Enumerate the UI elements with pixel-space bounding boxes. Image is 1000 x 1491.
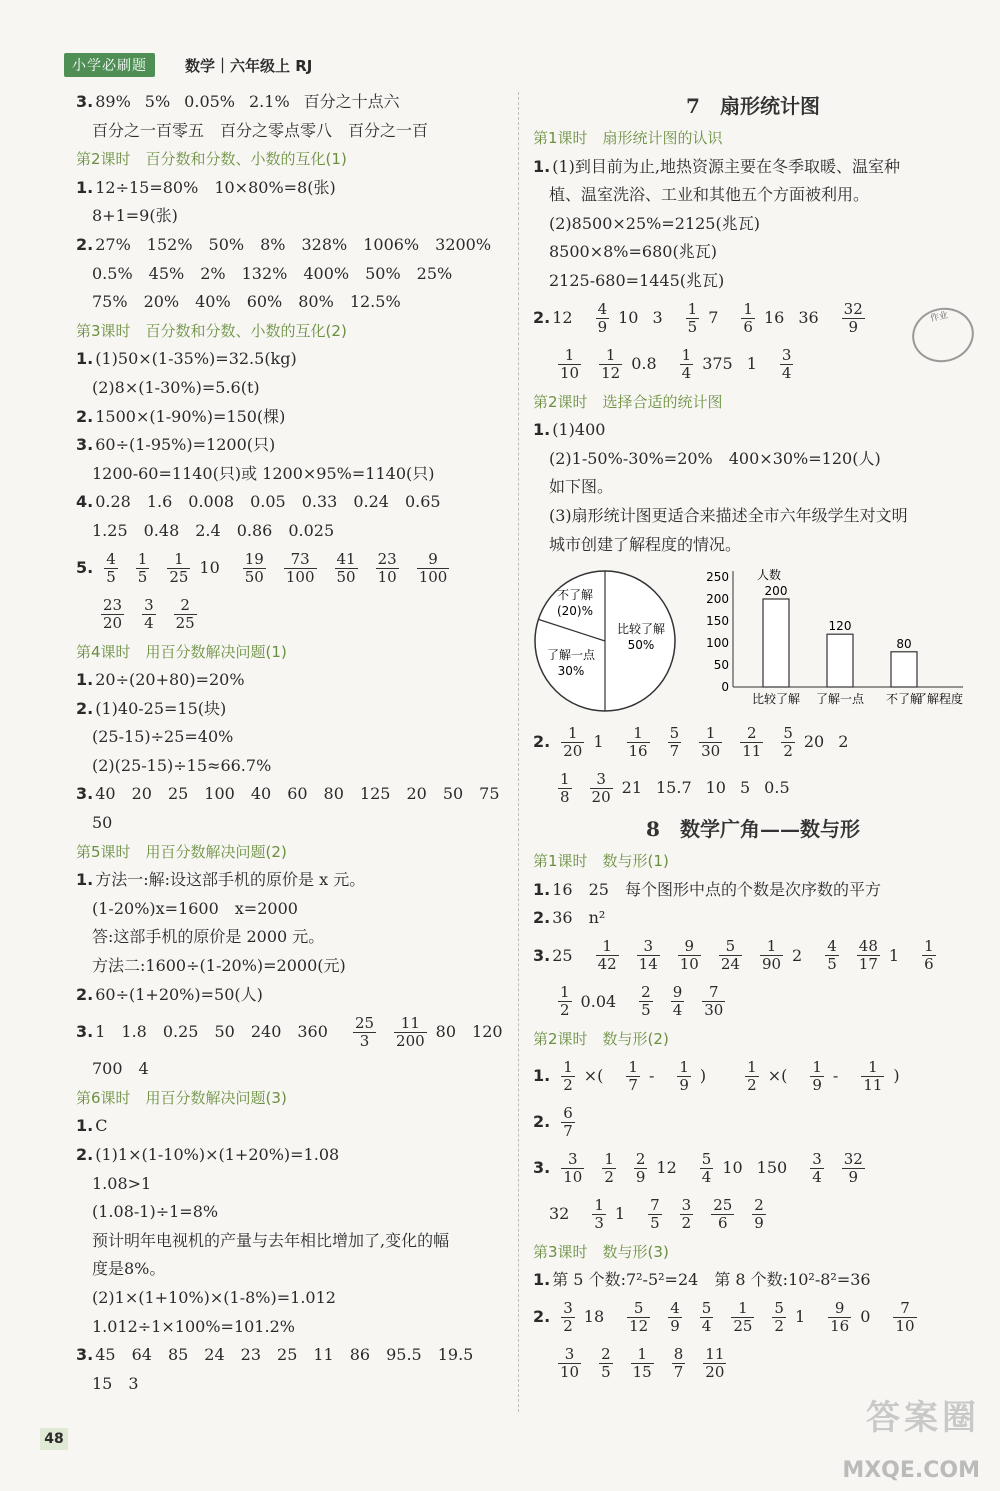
fraction: $\frac{1}{6}$ — [924, 937, 934, 974]
fraction: $\frac{9}{4}$ — [672, 983, 683, 1020]
fraction: $\frac{2}{5}$ — [641, 983, 651, 1020]
fraction: $\frac{1}{20}$ — [563, 723, 583, 760]
answer-token: 10 — [705, 777, 726, 797]
lesson-heading: 第2课时 数与形(2) — [533, 1029, 669, 1048]
answer-line: 1. (1)到目前为止,地热资源主要在冬季取暖、温室种 — [533, 156, 900, 176]
answer-line: 3. 45 64 85 24 23 25 11 86 95.5 19.5 — [76, 1345, 474, 1365]
answer-line: (2)8500×25%=2125(兆瓦) — [549, 213, 760, 233]
fraction: $\frac{1}{2}$ — [604, 1150, 614, 1186]
answer-line: 1. C — [76, 1116, 108, 1136]
watermark-logo: 答案圈 — [866, 1398, 980, 1438]
answer-token: 7 — [708, 308, 719, 328]
answer-line: 城市创建了解程度的情况。 — [549, 534, 742, 554]
bar-chart — [706, 567, 963, 706]
fraction: $\frac{9}{10}$ — [679, 937, 699, 974]
answer-token: 0.04 — [580, 991, 617, 1011]
answer-line: 度是8%。 — [92, 1259, 166, 1279]
fraction: $\frac{1}{25}$ — [733, 1299, 753, 1336]
answer-token: 2 — [838, 731, 849, 751]
fraction: $\frac{3}{10}$ — [560, 1345, 580, 1382]
fraction: $\frac{3}{4}$ — [144, 596, 154, 632]
answer-line: (3)扇形统计图更适合来描述全市六年级学生对文明 — [549, 505, 908, 525]
lesson-heading: 第3课时 数与形(3) — [533, 1242, 669, 1261]
answer-line: 15 3 — [92, 1373, 139, 1393]
answer-line: 4. 0.28 1.6 0.008 0.05 0.33 0.24 0.65 — [76, 492, 441, 512]
fraction: $\frac{25}{3}$ — [354, 1013, 375, 1050]
answer-line: 1.25 0.48 2.4 0.86 0.025 — [92, 520, 335, 540]
fraction: $\frac{1}{3}$ — [594, 1196, 604, 1232]
fraction: $\frac{5}{24}$ — [720, 937, 740, 974]
y-tick-label: 50 — [713, 658, 729, 673]
fraction-line — [533, 342, 973, 388]
fraction: $\frac{5}{4}$ — [701, 1299, 712, 1336]
subject-label: 数学｜六年级上 RJ — [185, 56, 313, 75]
answer-token: 10 — [722, 1158, 743, 1178]
fraction: $\frac{1}{5}$ — [687, 300, 698, 337]
answer-token: 1 — [746, 354, 757, 374]
y-tick-label: 0 — [721, 680, 729, 695]
answer-line: 2. 36 n² — [533, 908, 606, 928]
answer-line: 答:这部手机的原价是 2000 元。 — [92, 927, 325, 947]
fraction: $\frac{2}{9}$ — [754, 1196, 764, 1232]
answer-line: 75% 20% 40% 60% 80% 12.5% — [92, 292, 401, 312]
answer-line: (2)1×(1+10%)×(1-8%)=1.012 — [92, 1287, 336, 1307]
fraction: $\frac{48}{17}$ — [858, 937, 878, 974]
answer-token: 10 — [618, 308, 639, 328]
fraction-line: 5. $\frac{4}{5}$ $\frac{1}{5}$ $\frac{1}{25}$ 10 $\frac{19}{50}$ $\frac{73}{100}$ $\frac{41}{50}$ $\frac{23}{10}$ $\frac{9}{100}$ — [76, 550, 448, 586]
fraction-line — [533, 1341, 973, 1387]
answer-line: 1. 方法一:解:设这部手机的原价是 x 元。 — [76, 870, 366, 890]
fraction-line: 2. 12 $\frac{4}{9}$ 10 3 $\frac{1}{5}$ 7 $\frac{1}{6}$ 16 36 $\frac{32}{9}$ — [533, 300, 863, 337]
bar — [891, 652, 917, 687]
fraction-line — [533, 1192, 973, 1238]
answer-token: 0.8 — [631, 354, 657, 374]
answer-line: 0.5% 45% 2% 132% 400% 50% 25% — [92, 263, 453, 283]
answer-line: 1200-60=1140(只)或 1200×95%=1140(只) — [92, 463, 435, 483]
answer-token: ) — [893, 1066, 900, 1086]
bar-value-label: 120 — [828, 619, 852, 634]
fraction: $\frac{2}{25}$ — [175, 596, 195, 632]
bar-value-label: 200 — [764, 584, 788, 599]
fraction: $\frac{23}{10}$ — [377, 550, 397, 586]
fraction: $\frac{5}{2}$ — [774, 1299, 784, 1336]
answer-line: 如下图。 — [549, 477, 614, 497]
answer-line: 2125-680=1445(兆瓦) — [549, 270, 725, 290]
answer-token: 12 — [552, 308, 573, 328]
answer-token: 20 — [803, 731, 825, 751]
pie-slice-label: 不了解(20)% — [556, 588, 594, 619]
answer-token: 2 — [792, 945, 803, 965]
fraction: $\frac{2}{5}$ — [601, 1345, 611, 1382]
answer-line: 8500×8%=680(兆瓦) — [549, 242, 717, 262]
statistics-figure — [533, 559, 973, 719]
answer-token: 1 — [614, 1204, 626, 1224]
lesson-heading: 第3课时 百分数和分数、小数的互化(2) — [76, 321, 347, 340]
fraction: $\frac{3}{14}$ — [638, 937, 658, 974]
fraction: $\frac{1}{16}$ — [628, 723, 648, 760]
fraction: $\frac{1}{5}$ — [137, 550, 148, 586]
fraction-line: 1. $\frac{1}{2}$ ×( $\frac{1}{7}$ - $\frac{1}{9}$ ) $\frac{1}{2}$ ×( $\frac{1}{9}$ - $\frac{1}{11}$ ) — [533, 1058, 900, 1094]
answer-token: 16 — [763, 308, 785, 328]
fraction: $\frac{1}{25}$ — [169, 550, 189, 586]
fraction: $\frac{3}{10}$ — [563, 1150, 583, 1186]
bar — [763, 599, 789, 687]
chapter-title: 8 数学广角——数与形 — [646, 817, 860, 842]
y-axis-label: 人数 — [757, 568, 782, 583]
chapter-title: 7 扇形统计图 — [686, 94, 820, 118]
answer-token: 0.5 — [764, 777, 790, 797]
answer-token: 1 — [593, 731, 604, 751]
answer-line: 2. (1)1×(1-10%)×(1+20%)=1.08 — [76, 1145, 340, 1164]
fraction: $\frac{5}{7}$ — [669, 723, 680, 760]
fraction: $\frac{1}{15}$ — [632, 1345, 652, 1382]
answer-token: 25 — [552, 945, 573, 965]
y-tick-label: 200 — [706, 592, 729, 607]
fraction: $\frac{6}{7}$ — [563, 1104, 573, 1140]
lesson-heading: 第1课时 数与形(1) — [533, 852, 669, 871]
fraction-line: 3. 25 $\frac{1}{42}$ $\frac{3}{14}$ $\frac{9}{10}$ $\frac{5}{24}$ $\frac{1}{90}$ 2 $\frac{4}{5}$ $\frac{48}{17}$ 1 $\frac{1}{6}$ — [533, 937, 934, 974]
fraction: $\frac{8}{7}$ — [673, 1345, 684, 1382]
answer-token: 32 — [549, 1204, 570, 1224]
answer-line: 1.08>1 — [92, 1173, 152, 1193]
page-number: 48 — [40, 1428, 68, 1450]
fraction: $\frac{7}{30}$ — [704, 983, 724, 1020]
fraction: $\frac{1}{6}$ — [743, 300, 753, 337]
fraction: $\frac{1}{8}$ — [560, 769, 570, 806]
fraction: $\frac{4}{5}$ — [827, 937, 837, 974]
fraction-line — [533, 765, 973, 811]
answer-token: 36 — [798, 308, 819, 328]
lesson-heading: 第5课时 用百分数解决问题(2) — [76, 842, 287, 861]
fraction: $\frac{11}{20}$ — [705, 1345, 725, 1382]
fraction: $\frac{19}{50}$ — [244, 550, 264, 586]
fraction: $\frac{2}{9}$ — [635, 1150, 646, 1186]
answer-token: 0 — [860, 1307, 871, 1327]
answer-line: (2)(25-15)÷15≈66.7% — [92, 755, 272, 775]
charts-svg — [533, 559, 973, 719]
answer-line: 8+1=9(张) — [92, 206, 178, 226]
watermark-url: MXQE.COM — [842, 1458, 980, 1483]
fraction: $\frac{11}{200}$ — [396, 1013, 425, 1050]
fraction-line — [76, 592, 508, 638]
answer-token: 10 — [199, 558, 220, 578]
fraction: $\frac{41}{50}$ — [336, 550, 356, 586]
fraction: $\frac{1}{2}$ — [563, 1058, 573, 1094]
lesson-heading: 第1课时 扇形统计图的认识 — [533, 129, 723, 147]
fraction: $\frac{1}{2}$ — [560, 983, 570, 1020]
answer-line: 百分之一百零五 百分之零点零八 百分之一百 — [92, 120, 429, 140]
fraction: $\frac{23}{20}$ — [103, 596, 123, 632]
fraction: $\frac{1}{30}$ — [701, 723, 721, 760]
answer-token: 80 120 — [435, 1021, 503, 1041]
fraction-line: 2. $\frac{1}{20}$ 1 $\frac{1}{16}$ $\frac{5}{7}$ $\frac{1}{30}$ $\frac{2}{11}$ $\frac{5}{2}$ 20 2 — [533, 723, 849, 760]
answer-line: 1.012÷1×100%=101.2% — [92, 1316, 295, 1336]
fraction: $\frac{1}{42}$ — [597, 937, 617, 974]
answer-line: 1. 20÷(20+80)=20% — [76, 670, 245, 690]
fraction: $\frac{1}{11}$ — [863, 1058, 883, 1094]
fraction: $\frac{1}{4}$ — [681, 346, 692, 383]
fraction: $\frac{1}{90}$ — [761, 937, 782, 974]
fraction: $\frac{9}{100}$ — [418, 550, 448, 586]
homework-stamp: 作业 — [907, 302, 979, 368]
fraction: $\frac{1}{12}$ — [601, 346, 621, 383]
answer-token: 1 — [888, 945, 900, 965]
answer-line: 1. (1)50×(1-35%)=32.5(kg) — [76, 349, 297, 369]
answer-token: 3 — [652, 308, 663, 328]
y-tick-label: 250 — [706, 570, 729, 585]
answer-line: 2. 60÷(1+20%)=50(人) — [76, 984, 263, 1004]
pie-slice-label: 比较了解 50% — [616, 622, 666, 653]
answer-token: 150 — [756, 1158, 788, 1178]
answer-token: 375 — [702, 354, 733, 374]
lesson-heading: 第2课时 选择合适的统计图 — [533, 392, 723, 411]
bar — [827, 634, 853, 687]
answer-token: - — [832, 1066, 839, 1086]
answer-token: 15.7 — [656, 777, 692, 797]
answer-token: ×( — [767, 1066, 788, 1086]
fraction: $\frac{5}{4}$ — [701, 1150, 712, 1186]
answer-line: (2)8×(1-30%)=5.6(t) — [92, 377, 260, 397]
fraction: $\frac{25}{6}$ — [713, 1196, 733, 1232]
fraction: $\frac{32}{9}$ — [843, 300, 863, 337]
fraction: $\frac{9}{16}$ — [830, 1299, 850, 1336]
fraction: $\frac{5}{12}$ — [629, 1299, 649, 1336]
fraction: $\frac{1}{7}$ — [628, 1058, 638, 1094]
answer-line: 预计明年电视机的产量与去年相比增加了,变化的幅 — [92, 1230, 450, 1250]
fraction-line: 3. 1 1.8 0.25 50 240 360 $\frac{25}{3}$ $\frac{11}{200}$ 80 120 — [76, 1013, 503, 1050]
answer-line: 植、温室洗浴、工业和其他五个方面被利用。 — [549, 185, 870, 205]
answer-line: 1. 16 25 每个图形中点的个数是次序数的平方 — [533, 879, 881, 899]
answer-line: 50 — [92, 813, 113, 833]
lesson-heading: 第2课时 百分数和分数、小数的互化(1) — [76, 150, 347, 169]
answer-line: 1. 12÷15=80% 10×80%=8(张) — [76, 177, 336, 197]
x-tick-label: 不了解 — [885, 692, 923, 707]
answer-token: 12 — [656, 1158, 677, 1178]
page-header — [64, 52, 312, 78]
fraction: $\frac{32}{9}$ — [843, 1150, 863, 1186]
fraction-line: 2. $\frac{6}{7}$ — [533, 1104, 573, 1140]
fraction: $\frac{4}{9}$ — [597, 300, 608, 337]
x-tick-label: 了解一点 — [815, 692, 865, 707]
answer-line: 3. 89% 5% 0.05% 2.1% 百分之十点六 — [76, 92, 400, 111]
fraction: $\frac{2}{11}$ — [742, 723, 762, 760]
fraction: $\frac{73}{100}$ — [285, 550, 315, 586]
fraction: $\frac{1}{9}$ — [679, 1058, 689, 1094]
fraction: $\frac{7}{10}$ — [895, 1299, 915, 1336]
fraction: $\frac{3}{2}$ — [563, 1299, 573, 1336]
fraction: $\frac{4}{5}$ — [106, 550, 116, 586]
answer-line: 700 4 — [92, 1059, 149, 1079]
y-tick-label: 100 — [706, 636, 729, 651]
x-tick-label: 比较了解 — [751, 692, 801, 707]
answer-line: 3. 60÷(1-95%)=1200(只) — [76, 435, 276, 455]
fraction: $\frac{5}{2}$ — [783, 723, 793, 760]
bar-value-label: 80 — [896, 636, 912, 651]
fraction: $\frac{1}{2}$ — [747, 1058, 757, 1094]
answer-token: ×( — [583, 1066, 604, 1086]
fraction: $\frac{3}{4}$ — [781, 346, 792, 383]
brand-label: 小学必刷题 — [64, 53, 155, 77]
answer-line: 1. 第 5 个数:7²-5²=24 第 8 个数:10²-8²=36 — [533, 1270, 871, 1290]
lesson-heading: 第4课时 用百分数解决问题(1) — [76, 642, 287, 661]
answer-line: (1.08-1)÷1=8% — [92, 1202, 219, 1222]
answer-token: 21 — [621, 777, 642, 797]
answer-line: (1-20%)x=1600 x=2000 — [92, 898, 298, 918]
fraction-line: 3. $\frac{3}{10}$ $\frac{1}{2}$ $\frac{2}{9}$ 12 $\frac{5}{4}$ 10 150 $\frac{3}{4}$ $\frac{32}{9}$ — [533, 1150, 863, 1186]
column-divider — [518, 92, 519, 1412]
fraction: $\frac{1}{9}$ — [812, 1058, 822, 1094]
fraction: $\frac{1}{10}$ — [560, 346, 580, 383]
answer-line: (25-15)÷25=40% — [92, 727, 234, 747]
answer-line: 3. 40 20 25 100 40 60 80 125 20 50 75 — [76, 784, 500, 804]
answer-line: (2)1-50%-30%=20% 400×30%=120(人) — [549, 448, 881, 468]
fraction: $\frac{4}{9}$ — [670, 1299, 680, 1336]
left-column — [76, 88, 508, 1398]
pie-slice-label: 了解一点 30% — [546, 648, 596, 679]
right-column — [533, 88, 973, 1387]
fraction-line — [533, 979, 973, 1025]
fraction: $\frac{3}{4}$ — [812, 1150, 822, 1186]
answer-line: 2. 1500×(1-90%)=150(棵) — [76, 406, 286, 426]
answer-line: 2. (1)40-25=15(块) — [76, 698, 227, 718]
x-axis-label: 了解程度 — [914, 692, 963, 707]
answer-line: 1. (1)400 — [533, 420, 606, 440]
answer-line: 2. 27% 152% 50% 8% 328% 1006% 3200% — [76, 234, 492, 254]
answer-line: 方法二:1600÷(1-20%)=2000(元) — [92, 956, 346, 976]
fraction: $\frac{7}{5}$ — [650, 1196, 660, 1232]
answer-token: 18 — [583, 1307, 605, 1327]
answer-token: 5 — [739, 777, 751, 797]
fraction: $\frac{3}{20}$ — [591, 769, 611, 806]
answer-token: - — [648, 1066, 655, 1086]
answer-token: 1 — [794, 1307, 806, 1327]
fraction-line: 2. $\frac{3}{2}$ 18 $\frac{5}{12}$ $\frac{4}{9}$ $\frac{5}{4}$ $\frac{1}{25}$ $\frac{5}{2}$ 1 $\frac{9}{16}$ 0 $\frac{7}{10}$ — [533, 1299, 915, 1336]
y-tick-label: 150 — [706, 614, 729, 629]
fraction: $\frac{3}{2}$ — [681, 1196, 692, 1232]
pie-chart — [535, 571, 675, 711]
lesson-heading: 第6课时 用百分数解决问题(3) — [76, 1088, 287, 1107]
answer-token: ) — [699, 1066, 723, 1086]
